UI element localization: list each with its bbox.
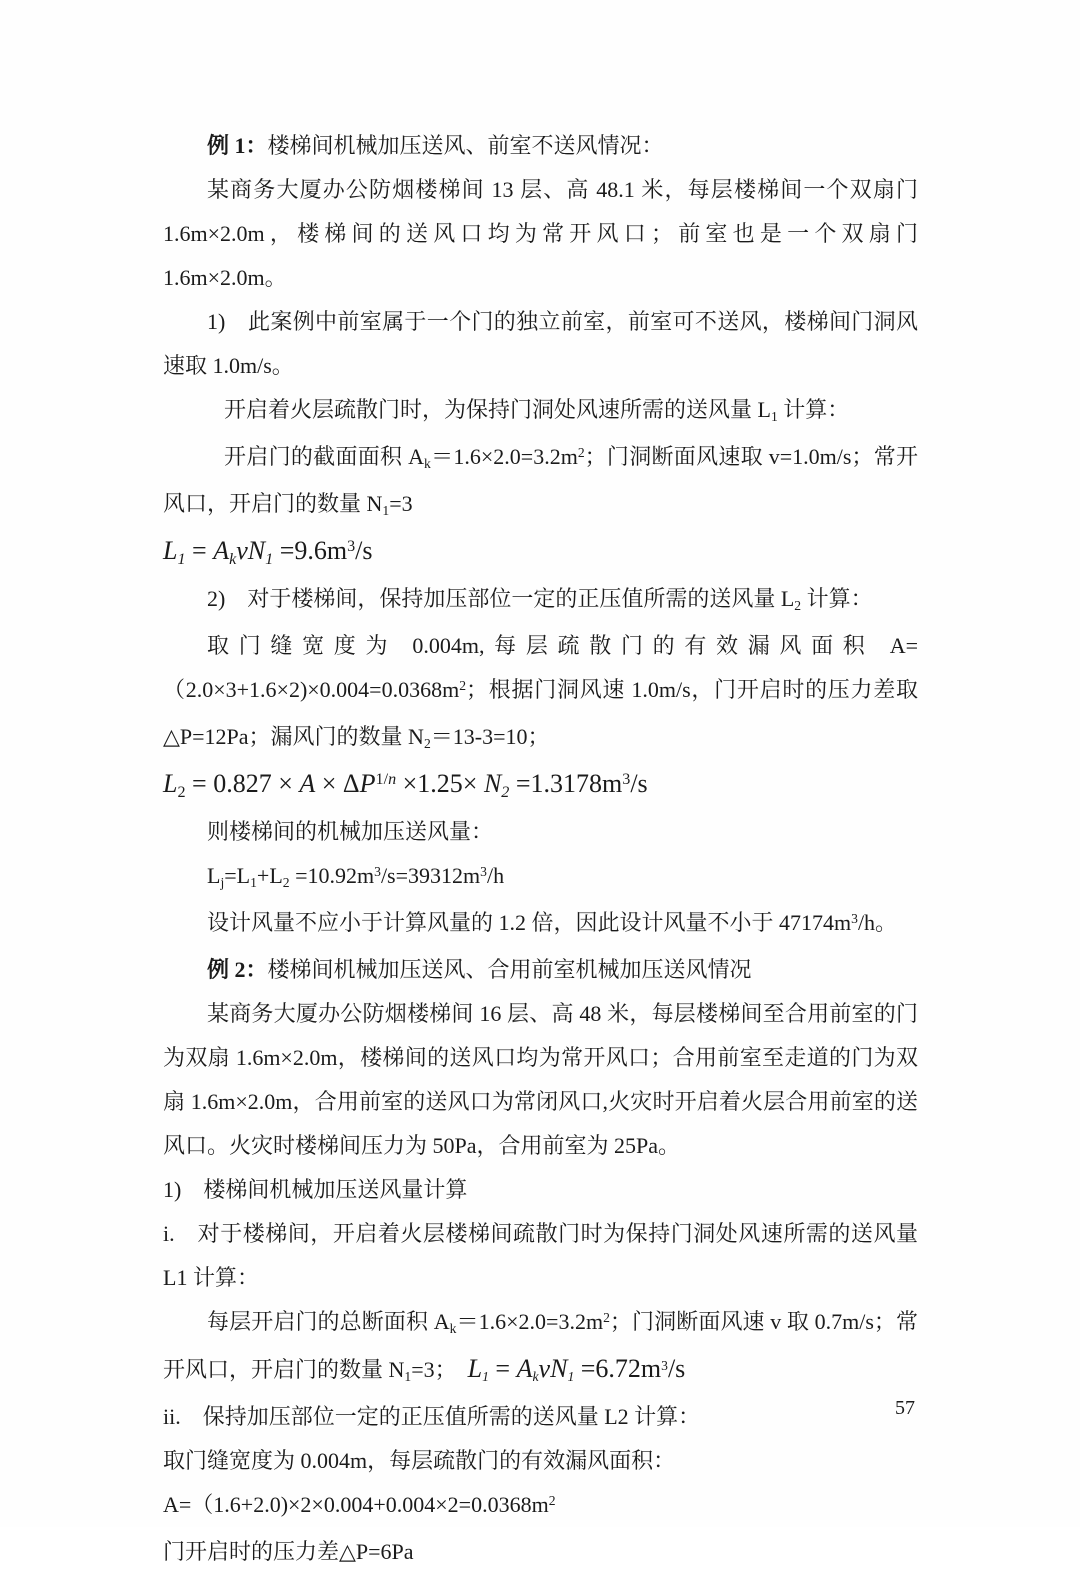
example-2-pressure-difference: [163, 1530, 918, 1574]
text-run: 1/: [375, 770, 389, 788]
text-run: /s: [355, 536, 373, 565]
text-run: 3: [622, 770, 631, 788]
text-run: 3: [661, 1357, 668, 1373]
text-run: 2: [177, 783, 186, 801]
text-run: ×1.25×: [396, 769, 484, 798]
example-1-item-1: [163, 300, 918, 388]
text-run: 2: [794, 597, 802, 613]
page-number: 57: [895, 1397, 915, 1419]
text-run: ＝1.6×2.0=3.2m: [430, 444, 578, 469]
text-run: 门开启时的压力差△P=6Pa: [163, 1539, 414, 1564]
example-2-l2-gap-width: [163, 1439, 918, 1483]
text-run: 1: [404, 1368, 412, 1384]
example-1-item-2: [163, 577, 918, 624]
total-airflow-equation: [163, 854, 918, 901]
text-run: 启门的数量 N: [273, 1357, 405, 1382]
text-run: L: [163, 769, 178, 798]
text-run: =: [488, 1354, 517, 1383]
text-run: 1) 此案例中前室属于一个门的独立前室，前室可不送风，楼梯间门洞风速取 1.0m/s。: [163, 309, 918, 378]
text-run: =6.72m: [574, 1354, 662, 1383]
text-run: 楼梯间机械加压送风、合用前室机械加压送风情况: [267, 957, 752, 982]
text-run: 1: [482, 1368, 489, 1384]
text-run: /s: [630, 769, 648, 798]
text-run: ；门洞断面风速 v 取 0.7m/s；常开风口，开: [163, 1309, 918, 1382]
text-run: P: [359, 769, 376, 798]
text-run: 2: [282, 874, 290, 890]
text-run: k: [423, 455, 431, 471]
text-run: =L: [224, 863, 251, 888]
example-2-label: 例 2：: [207, 957, 268, 982]
example-2-item-1: [163, 1168, 918, 1212]
text-run: 每层开启门的总断面积 A: [207, 1309, 450, 1334]
example-2-step-i: [163, 1212, 918, 1300]
text-run: 1: [770, 408, 778, 424]
text-run: 3: [851, 910, 858, 926]
text-run: 某商务大厦办公防烟楼梯间 13 层、高 48.1 米，每层楼梯间一个双扇门 1.6m×2.0m，楼梯间的送风口均为常开风口；前室也是一个双扇门 1.6m×2.0m。: [163, 177, 918, 290]
text-run: 3: [347, 537, 356, 555]
text-run: 3: [374, 863, 381, 879]
text-run: ＝13-3=10；: [430, 724, 550, 749]
text-run: =1.3178m: [509, 769, 623, 798]
text-run: A: [516, 1354, 533, 1383]
text-run: ＝1.6×2.0=3.2m: [456, 1309, 604, 1334]
example-2-step-ii: [163, 1395, 918, 1439]
example-2-leakage-area-equation: [163, 1483, 918, 1530]
text-run: 取门缝宽度为 0.004m，每层疏散门的有效漏风面积：: [163, 1448, 676, 1473]
text-run: j: [220, 874, 225, 890]
formula-l2: [163, 762, 918, 810]
text-run: 2: [548, 1492, 556, 1508]
text-run: =3；: [411, 1357, 468, 1382]
text-run: A: [213, 536, 230, 565]
example-1-intro: [163, 168, 918, 300]
l1-parameters: [163, 435, 918, 529]
text-run: 某商务大厦办公防烟楼梯间 16 层、高 48 米，每层楼梯间至合用前室的门为双扇 1.6m×2.0m，楼梯间的送风口均为常开风口；合用前室至走道的门为双扇 1.6m×2.0m，合用前室的送风口为常闭风口,火灾时开启着火层合用前室的送风口。火灾时楼梯间压力为 50Pa，合用前室为 25Pa。: [163, 1001, 918, 1158]
text-run: vN: [538, 1354, 568, 1383]
document-body: [163, 124, 918, 1574]
text-run: k: [449, 1320, 457, 1336]
text-run: A=（1.6+2.0)×2×0.004+0.004×2=0.0368m: [163, 1492, 549, 1517]
text-run: 计算：: [801, 586, 873, 611]
design-airflow-note: [163, 901, 918, 948]
text-run: 2: [459, 677, 467, 693]
stairwell-total-intro: [163, 810, 918, 854]
text-run: k: [532, 1368, 539, 1384]
text-run: 楼梯间机械加压送风、前室不送风情况：: [267, 133, 664, 158]
text-run: =10.92m: [289, 863, 375, 888]
text-run: 1: [382, 502, 390, 518]
text-run: 2: [603, 1309, 610, 1325]
text-run: L: [467, 1354, 483, 1383]
text-run: +L: [256, 863, 283, 888]
text-run: = 0.827 ×: [185, 769, 300, 798]
example-1-heading: [163, 124, 918, 168]
text-run: 3: [480, 863, 487, 879]
text-run: /s: [667, 1354, 686, 1383]
text-run: /h: [486, 863, 505, 888]
text-run: =3: [389, 491, 413, 516]
text-run: 1: [250, 874, 257, 890]
text-run: 开启门的截面面积 A: [224, 444, 424, 469]
example-1-label: 例 1：: [207, 133, 268, 158]
text-run: × Δ: [315, 769, 360, 798]
text-run: 1) 楼梯间机械加压送风量计算: [163, 1177, 468, 1202]
formula-l1: [163, 529, 918, 577]
text-run: ii. 保持加压部位一定的正压值所需的送风量 L2 计算：: [163, 1404, 701, 1429]
text-run: 设计风量不应小于计算风量的 1.2 倍，因此设计风量不小于 47174m: [207, 910, 852, 935]
example-2-heading: [163, 948, 918, 992]
text-run: 取门缝宽度为 0.004m,每层疏散门的有效漏风面积 A=（2.0×3+1.6×2)×0.004=0.0368m: [163, 633, 918, 702]
text-run: 1: [177, 550, 186, 568]
text-run: i. 对于楼梯间，开启着火层楼梯间疏散门时为保持门洞处风速所需的送风量 L1 计算：: [163, 1221, 918, 1290]
text-run: =9.6m: [273, 536, 348, 565]
l2-parameters: [163, 624, 918, 762]
text-run: ；根据门洞风速 1.0m/s，门开启时的压力差取△P=12Pa；漏风门的数量 N: [163, 677, 918, 749]
text-run: ；门洞断面风速取 v=1.0m/s；常开风口，开启: [163, 444, 918, 516]
text-run: N: [483, 769, 502, 798]
text-run: L: [207, 863, 221, 888]
text-run: n: [388, 770, 397, 788]
text-run: 计算：: [777, 397, 850, 422]
text-run: 1: [567, 1368, 575, 1384]
text-run: 则楼梯间的机械加压送风量：: [207, 819, 494, 844]
text-run: 2: [501, 783, 510, 801]
text-run: A: [299, 769, 316, 798]
example-2-l1-parameters: [163, 1300, 918, 1395]
text-run: /s=39312m: [380, 863, 481, 888]
text-run: =: [185, 536, 214, 565]
text-run: 开启着火层疏散门时，为保持门洞处风速所需的送风量 L: [224, 397, 771, 422]
text-run: 2: [423, 735, 431, 751]
example-2-intro: [163, 992, 918, 1168]
text-run: 2) 对于楼梯间，保持加压部位一定的正压值所需的送风量 L: [207, 586, 795, 611]
text-run: L: [163, 536, 178, 565]
text-run: k: [229, 550, 237, 568]
text-run: 1: [265, 550, 274, 568]
text-run: 门的数量 N: [273, 491, 383, 516]
l1-calculation-intro: [163, 388, 918, 435]
text-run: /h。: [857, 910, 898, 935]
text-run: 2: [577, 444, 585, 460]
text-run: vN: [236, 536, 266, 565]
